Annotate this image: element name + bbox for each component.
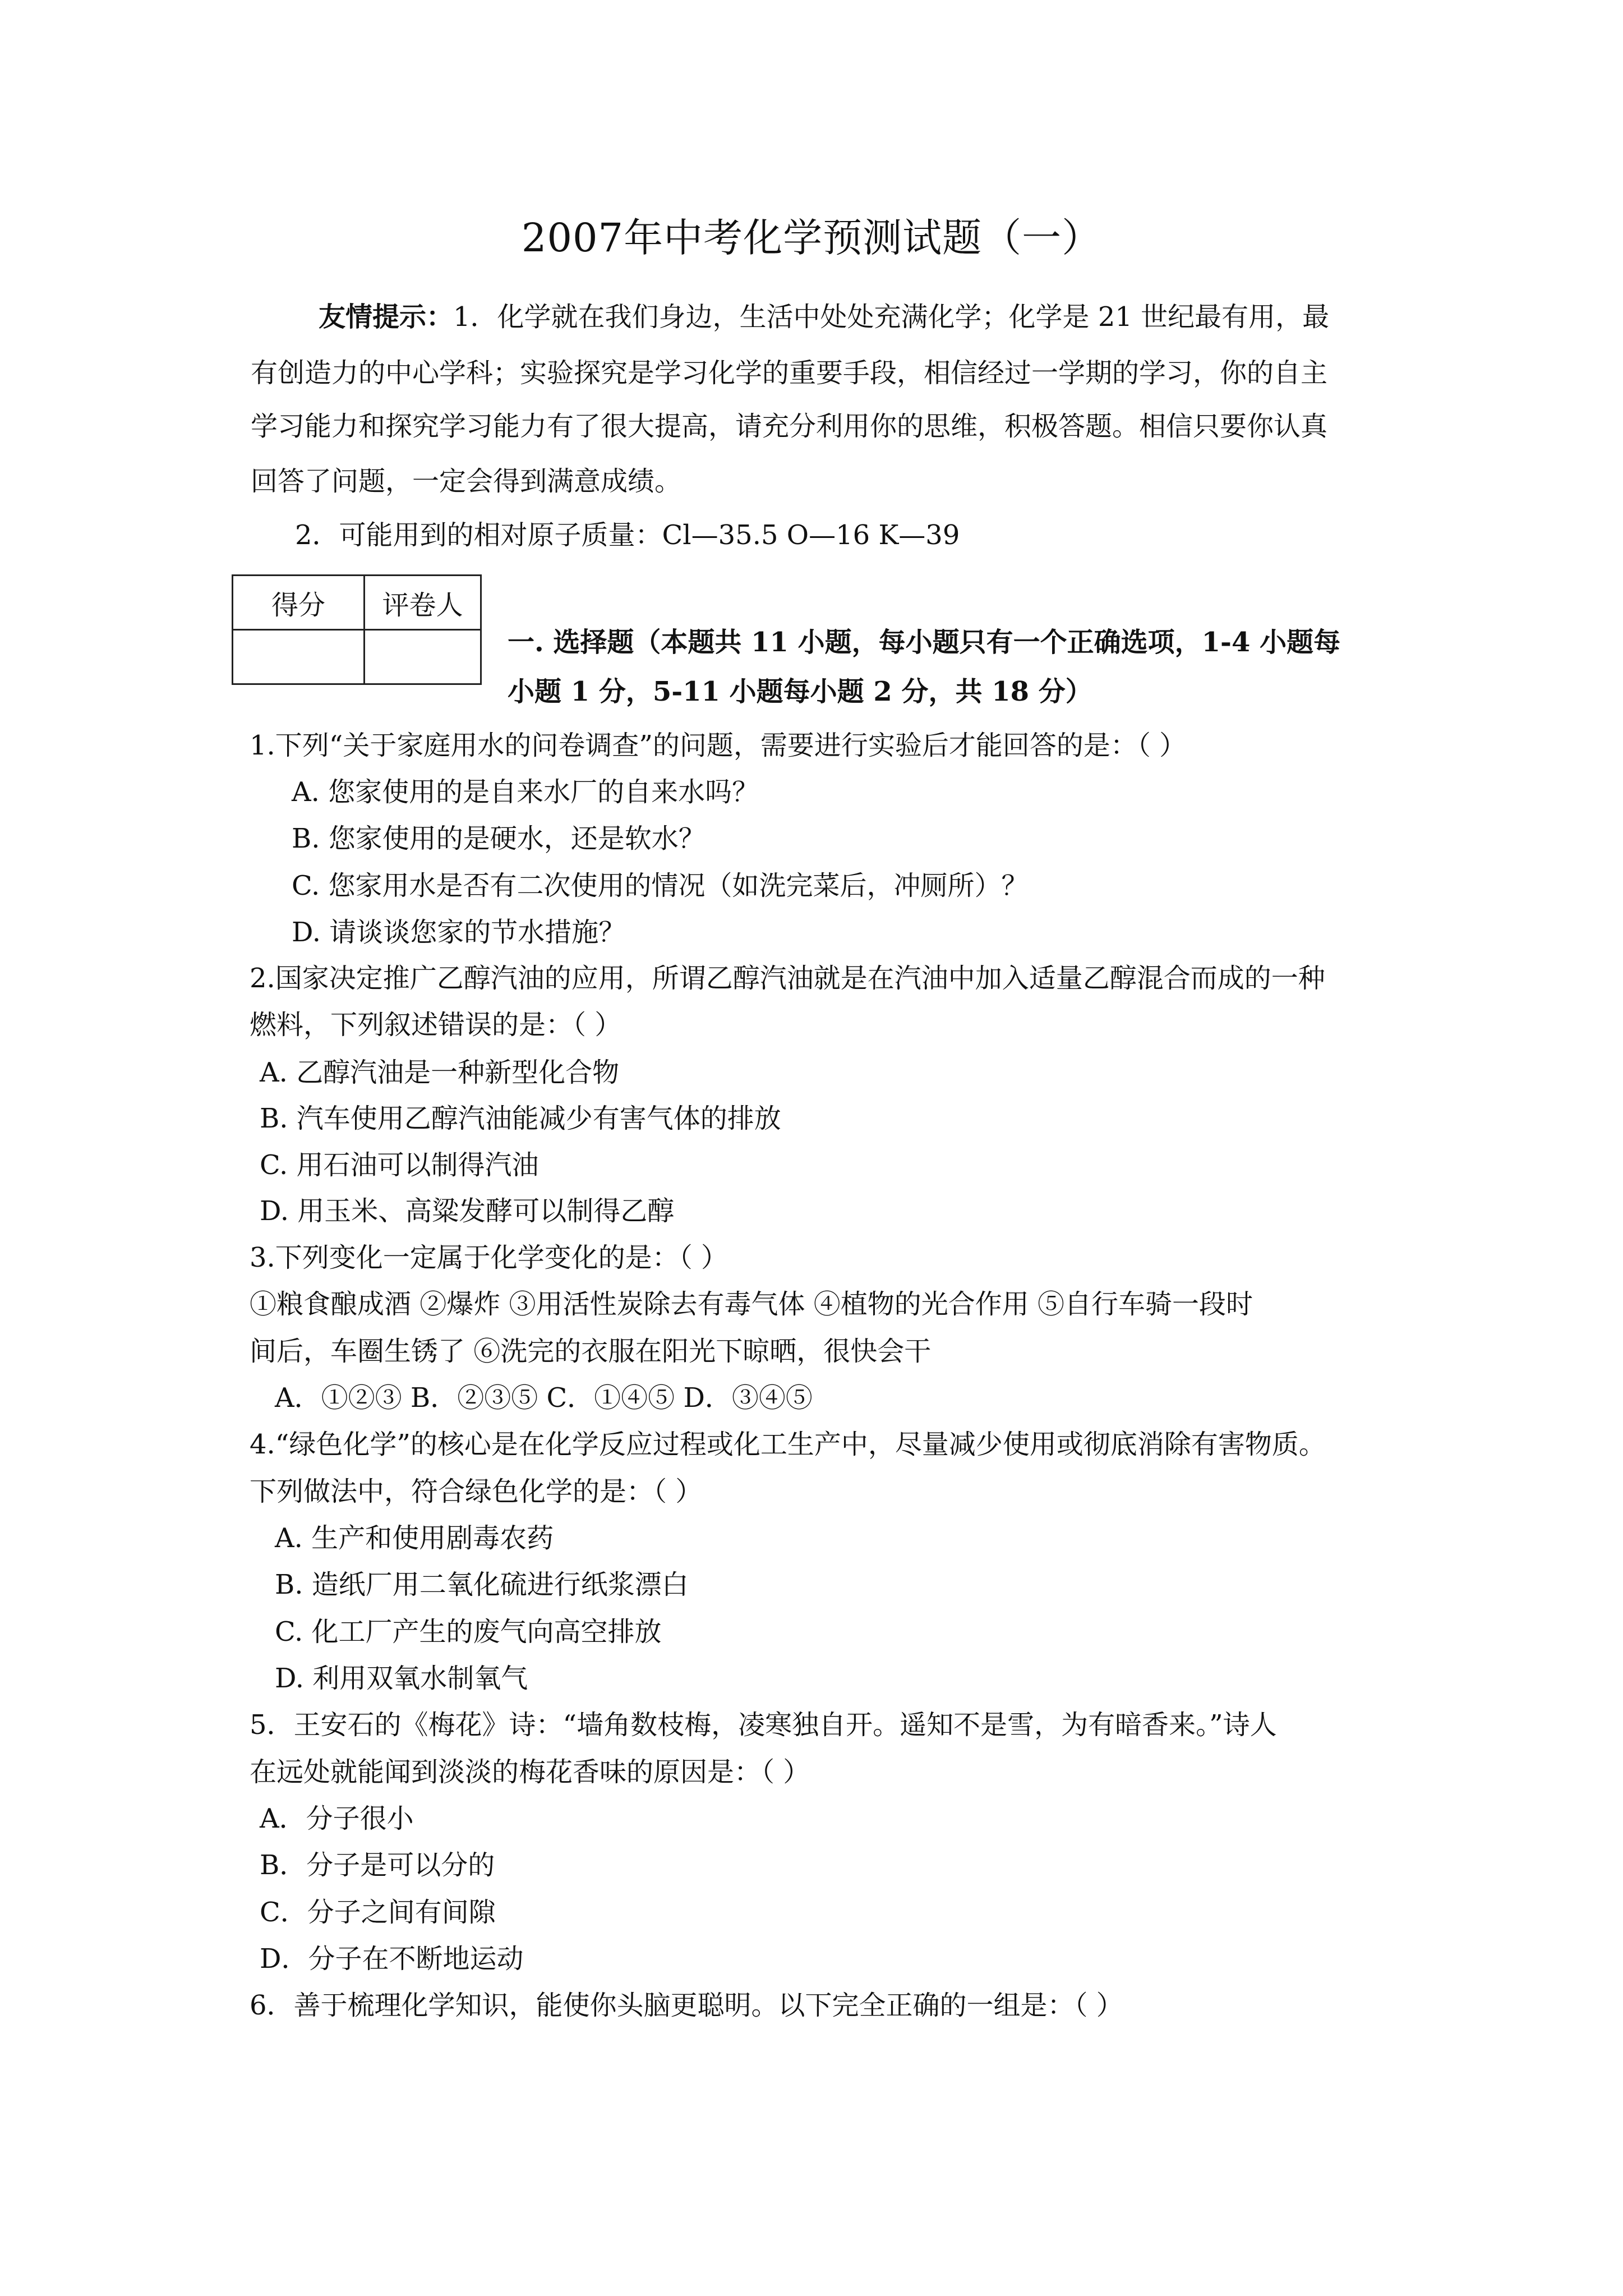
question-6-stem: 6．善于梳理化学知识，能使你头脑更聪明。以下完全正确的一组是：（ ） <box>250 1990 1123 2021</box>
section-heading-line-1: 一. 选择题（本题共 11 小题，每小题只有一个正确选项，1-4 小题每 <box>508 627 1341 658</box>
tips-line-1: 1．化学就在我们身边，生活中处处充满化学；化学是 21 世纪最有用，最 <box>453 301 1330 333</box>
question-1-option-d: D. 请谈谈您家的节水措施？ <box>292 917 626 948</box>
tips-line-3: 学习能力和探究学习能力有了很大提高，请充分利用你的思维，积极答题。相信只要你认真 <box>251 411 1328 442</box>
grader-header: 评卷人 <box>365 576 481 630</box>
question-3-items-line-1: ①粮食酿成酒 ②爆炸 ③用活性炭除去有毒气体 ④植物的光合作用 ⑤自行车骑一段时 <box>250 1289 1253 1320</box>
tips-paragraph <box>319 299 1329 335</box>
question-2-stem-line-1: 2.国家决定推广乙醇汽油的应用，所谓乙醇汽油就是在汽油中加入适量乙醇混合而成的一种 <box>250 963 1325 994</box>
question-3-stem: 3.下列变化一定属于化学变化的是：（ ） <box>250 1242 728 1273</box>
question-1-option-b: B. 您家使用的是硬水，还是软水？ <box>292 823 706 854</box>
question-3-items-line-2: 间后，车圈生锈了 ⑥洗完的衣服在阳光下晾晒，很快会干 <box>250 1336 932 1367</box>
question-2-stem-line-2: 燃料，下列叙述错误的是：（ ） <box>250 1009 622 1041</box>
question-3-options: A．①②③ B．②③⑤ C．①④⑤ D．③④⑤ <box>275 1382 813 1414</box>
question-1-option-c: C. 您家用水是否有二次使用的情况（如洗完菜后，冲厕所）？ <box>292 870 1029 901</box>
question-4-option-d: D. 利用双氧水制氧气 <box>275 1663 528 1694</box>
question-2-option-b: B. 汽车使用乙醇汽油能减少有害气体的排放 <box>260 1103 781 1134</box>
question-4-option-b: B. 造纸厂用二氧化硫进行纸浆漂白 <box>275 1569 689 1600</box>
tips-line-2: 有创造力的中心学科；实验探究是学习化学的重要手段，相信经过一学期的学习，你的自主 <box>251 357 1328 389</box>
question-5-stem-line-1: 5．王安石的《梅花》诗：“墙角数枝梅，凌寒独自开。遥知不是雪，为有暗香来。”诗人 <box>250 1709 1277 1741</box>
tips-item-2: 2．可能用到的相对原子质量：Cl—35.5 O—16 K—39 <box>295 519 960 551</box>
score-cell[interactable] <box>233 630 365 684</box>
question-2-option-d: D. 用玉米、高粱发酵可以制得乙醇 <box>260 1195 675 1227</box>
question-2-option-c: C. 用石油可以制得汽油 <box>260 1149 539 1181</box>
tips-line-4: 回答了问题，一定会得到满意成绩。 <box>251 466 682 497</box>
section-heading-line-2: 小题 1 分，5-11 小题每小题 2 分，共 18 分） <box>508 676 1092 707</box>
question-4-stem-line-1: 4.“绿色化学”的核心是在化学反应过程或化工生产中，尽量减少使用或彻底消除有害物质。 <box>250 1429 1326 1460</box>
question-1-stem: 1.下列“关于家庭用水的问卷调查”的问题，需要进行实验后才能回答的是：（ ） <box>250 730 1187 761</box>
question-5-option-a: A．分子很小 <box>260 1803 414 1834</box>
question-5-stem-line-2: 在远处就能闻到淡淡的梅花香味的原因是：（ ） <box>250 1756 810 1788</box>
question-5-option-b: B．分子是可以分的 <box>260 1849 495 1881</box>
tips-label: 友情提示： <box>319 301 454 333</box>
question-1-option-a: A. 您家使用的是自来水厂的自来水吗？ <box>292 776 759 808</box>
question-2-option-a: A. 乙醇汽油是一种新型化合物 <box>260 1057 620 1088</box>
question-4-option-a: A. 生产和使用剧毒农药 <box>275 1522 554 1554</box>
score-table <box>232 574 482 685</box>
grader-cell[interactable] <box>365 630 481 684</box>
question-4-option-c: C. 化工厂产生的废气向高空排放 <box>275 1616 662 1648</box>
page-title: 2007年中考化学预测试题（一） <box>521 215 1102 261</box>
question-4-stem-line-2: 下列做法中，符合绿色化学的是：（ ） <box>250 1476 703 1507</box>
question-5-option-d: D．分子在不断地运动 <box>260 1943 524 1975</box>
score-header: 得分 <box>233 576 365 630</box>
question-5-option-c: C．分子之间有间隙 <box>260 1897 496 1928</box>
